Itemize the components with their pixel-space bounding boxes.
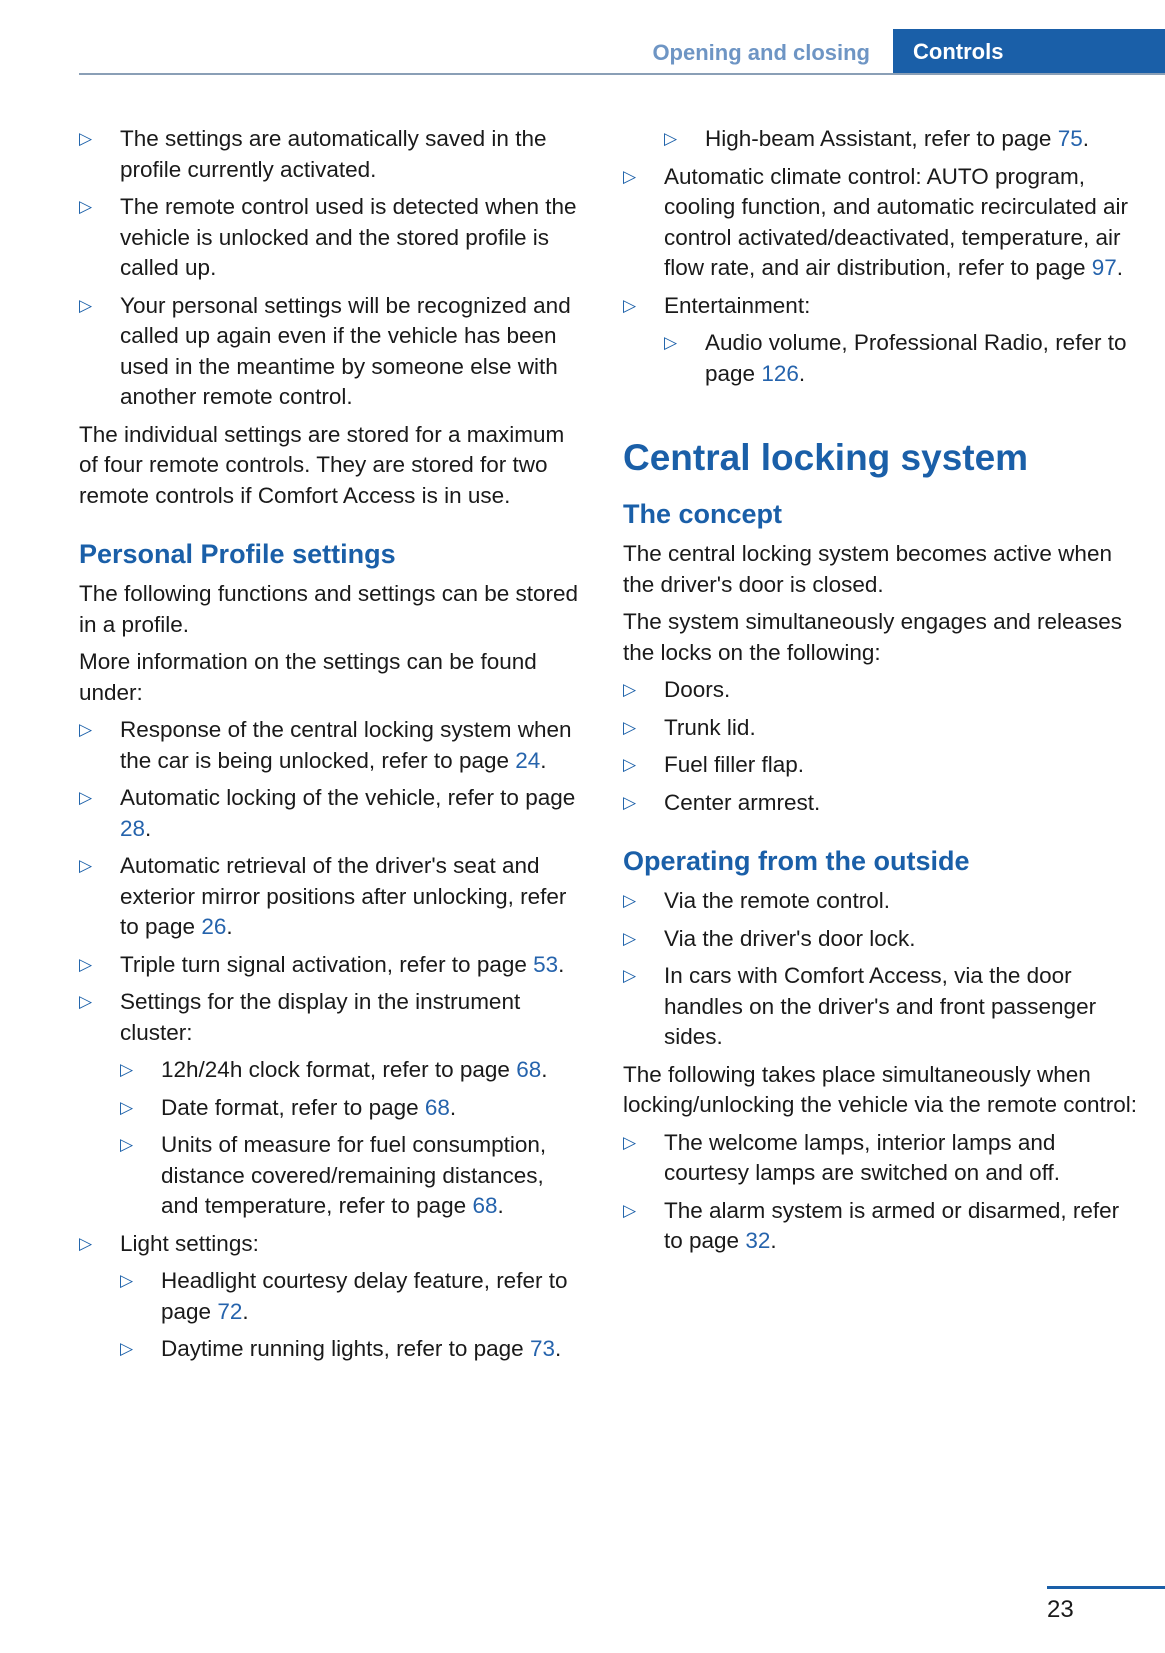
left-column	[79, 124, 584, 1372]
bullet-triangle-icon: ▷	[623, 717, 637, 737]
page-reference-link[interactable]: 68	[424, 1094, 450, 1120]
list-item: ▷ Automatic retrieval of the driver's seat and exterior mirror positions after unlocking, refer to page 26.	[79, 853, 567, 939]
bullet-triangle-icon: ▷	[623, 680, 637, 699]
bullet-triangle-icon: ▷	[79, 954, 93, 974]
list-item: ▷ Light settings:	[79, 1229, 584, 1260]
sub-list-item: ▷ 12h/24h clock format, refer to page 68.	[120, 1055, 584, 1086]
bullet-triangle-icon: ▷	[623, 792, 637, 812]
page-number: 23	[1047, 1596, 1074, 1623]
list-item: ▷ Doors.	[623, 675, 1143, 706]
bullet-triangle-icon: ▷	[79, 788, 93, 807]
bullet-triangle-icon: ▷	[79, 295, 93, 315]
bullet-triangle-icon: ▷	[623, 1132, 637, 1152]
list-item: ▷ The alarm system is armed or disarmed, refer to page 32.	[623, 1197, 1120, 1253]
page-reference-link[interactable]: 32	[745, 1228, 771, 1253]
page-reference-link[interactable]: 73	[529, 1336, 555, 1361]
paragraph-storage: The individual settings are stored for a maximum of four remote controls. They are stored for two remote controls if Comfort Access is in use.	[79, 421, 565, 508]
list-item: ▷ Trunk lid.	[623, 713, 1143, 744]
bullet-triangle-icon: ▷	[79, 1233, 93, 1253]
bullet-triangle-icon: ▷	[120, 1339, 134, 1358]
profile-settings-list	[79, 715, 584, 1365]
paragraph-functions: The following functions and settings can be stored in a profile.	[79, 581, 579, 637]
list-item: ▷ Fuel filler flap.	[623, 750, 1143, 781]
footer-divider	[1047, 1586, 1165, 1589]
list-item: ▷ Entertainment:	[623, 291, 1143, 322]
list-item: ▷ Via the remote control.	[623, 886, 1143, 917]
bullet-triangle-icon: ▷	[623, 928, 637, 948]
paragraph-concept-2: The system simultaneously engages and releases the locks on the following:	[623, 609, 1123, 665]
list-item: ▷ Your personal settings will be recognized and called up again even if the vehicle has been used in the meantime by someone else with another remote control.	[79, 292, 571, 409]
main-heading-central-locking: Central locking system	[623, 437, 1029, 478]
bullet-triangle-icon: ▷	[664, 333, 678, 352]
section-heading-operating-outside: Operating from the outside	[623, 846, 970, 876]
remote-effects-list	[623, 1128, 1143, 1257]
bullet-triangle-icon: ▷	[79, 992, 93, 1011]
bullet-triangle-icon: ▷	[623, 166, 637, 186]
list-item: ▷ The remote control used is detected when the vehicle is unlocked and the stored profile is called up.	[79, 194, 577, 280]
page-reference-link[interactable]: 75	[1057, 126, 1083, 151]
section-heading-personal-profile: Personal Profile settings	[79, 539, 396, 569]
outside-operation-list	[623, 886, 1143, 1053]
section-heading-concept: The concept	[623, 499, 783, 529]
page-reference-link[interactable]: 97	[1091, 255, 1117, 280]
page-reference-link[interactable]: 68	[472, 1193, 498, 1218]
bullet-triangle-icon: ▷	[79, 720, 93, 739]
intro-bullet-list	[79, 124, 584, 413]
page-reference-link[interactable]: 126	[761, 360, 799, 386]
paragraph-concept-1: The central locking system becomes active when the driver's door is closed.	[623, 541, 1112, 597]
list-item: ▷ Center armrest.	[623, 788, 1143, 819]
header-divider	[79, 73, 1165, 75]
bullet-triangle-icon: ▷	[664, 129, 678, 148]
right-column	[623, 124, 1143, 1264]
lock-items-list	[623, 675, 1143, 818]
list-item: ▷ Settings for the display in the instrument cluster:	[79, 989, 521, 1045]
page-reference-link[interactable]: 53	[533, 951, 559, 977]
bullet-triangle-icon: ▷	[120, 1060, 134, 1079]
bullet-triangle-icon: ▷	[120, 1097, 134, 1117]
page-reference-link[interactable]: 28	[120, 815, 146, 841]
list-item: ▷ Triple turn signal activation, refer to page 53.	[79, 950, 584, 981]
sub-list-item: ▷ Daytime running lights, refer to page 73.	[120, 1334, 584, 1365]
page-reference-link[interactable]: 24	[515, 747, 541, 773]
list-item: ▷ Automatic locking of the vehicle, refer to page 28.	[79, 785, 576, 841]
header-chapter-tab: Controls	[893, 29, 1165, 75]
bullet-triangle-icon: ▷	[79, 197, 93, 216]
list-item: ▷ Response of the central locking system when the car is being unlocked, refer to page 24.	[79, 717, 572, 773]
bullet-triangle-icon: ▷	[79, 129, 93, 148]
bullet-triangle-icon: ▷	[623, 755, 637, 774]
profile-settings-list-continued	[623, 124, 1143, 389]
list-item: ▷ Automatic climate control: AUTO program, cooling function, and automatic recirculated air control activated/deactivated, temperature, air flow rate, and air distribution, refer to page 97.	[623, 163, 1129, 280]
list-item: ▷ The settings are automatically saved in the profile currently activated.	[79, 126, 547, 182]
bullet-triangle-icon: ▷	[623, 966, 637, 985]
sub-list-item: ▷ Headlight courtesy delay feature, refer to page 72.	[120, 1268, 568, 1324]
header-section-title: Opening and closing	[652, 40, 870, 65]
sub-list-item: ▷ High-beam Assistant, refer to page 75.	[664, 124, 1143, 155]
bullet-triangle-icon: ▷	[120, 1271, 134, 1290]
bullet-triangle-icon: ▷	[623, 295, 637, 315]
list-item: ▷ In cars with Comfort Access, via the door handles on the driver's and front passenger sides.	[623, 963, 1097, 1049]
bullet-triangle-icon: ▷	[623, 1200, 637, 1220]
paragraph-more-info: More information on the settings can be found under:	[79, 649, 537, 705]
paragraph-simultaneous: The following takes place simultaneously when locking/unlocking the vehicle via the remote control:	[623, 1061, 1138, 1117]
bullet-triangle-icon: ▷	[120, 1135, 134, 1154]
page-reference-link[interactable]: 26	[201, 914, 227, 939]
bullet-triangle-icon: ▷	[79, 856, 93, 875]
sub-list-item: ▷ Date format, refer to page 68.	[120, 1093, 584, 1124]
bullet-triangle-icon: ▷	[623, 891, 637, 910]
list-item: ▷ The welcome lamps, interior lamps and courtesy lamps are switched on and off.	[623, 1129, 1061, 1185]
sub-list-item: ▷ Units of measure for fuel consumption, distance covered/remaining distances, and temperature, refer to page 68.	[120, 1132, 547, 1218]
page-reference-link[interactable]: 72	[217, 1298, 243, 1324]
sub-list-item: ▷ Audio volume, Professional Radio, refer to page 126.	[664, 330, 1127, 386]
page-reference-link[interactable]: 68	[516, 1057, 542, 1082]
list-item: ▷ Via the driver's door lock.	[623, 924, 1143, 955]
